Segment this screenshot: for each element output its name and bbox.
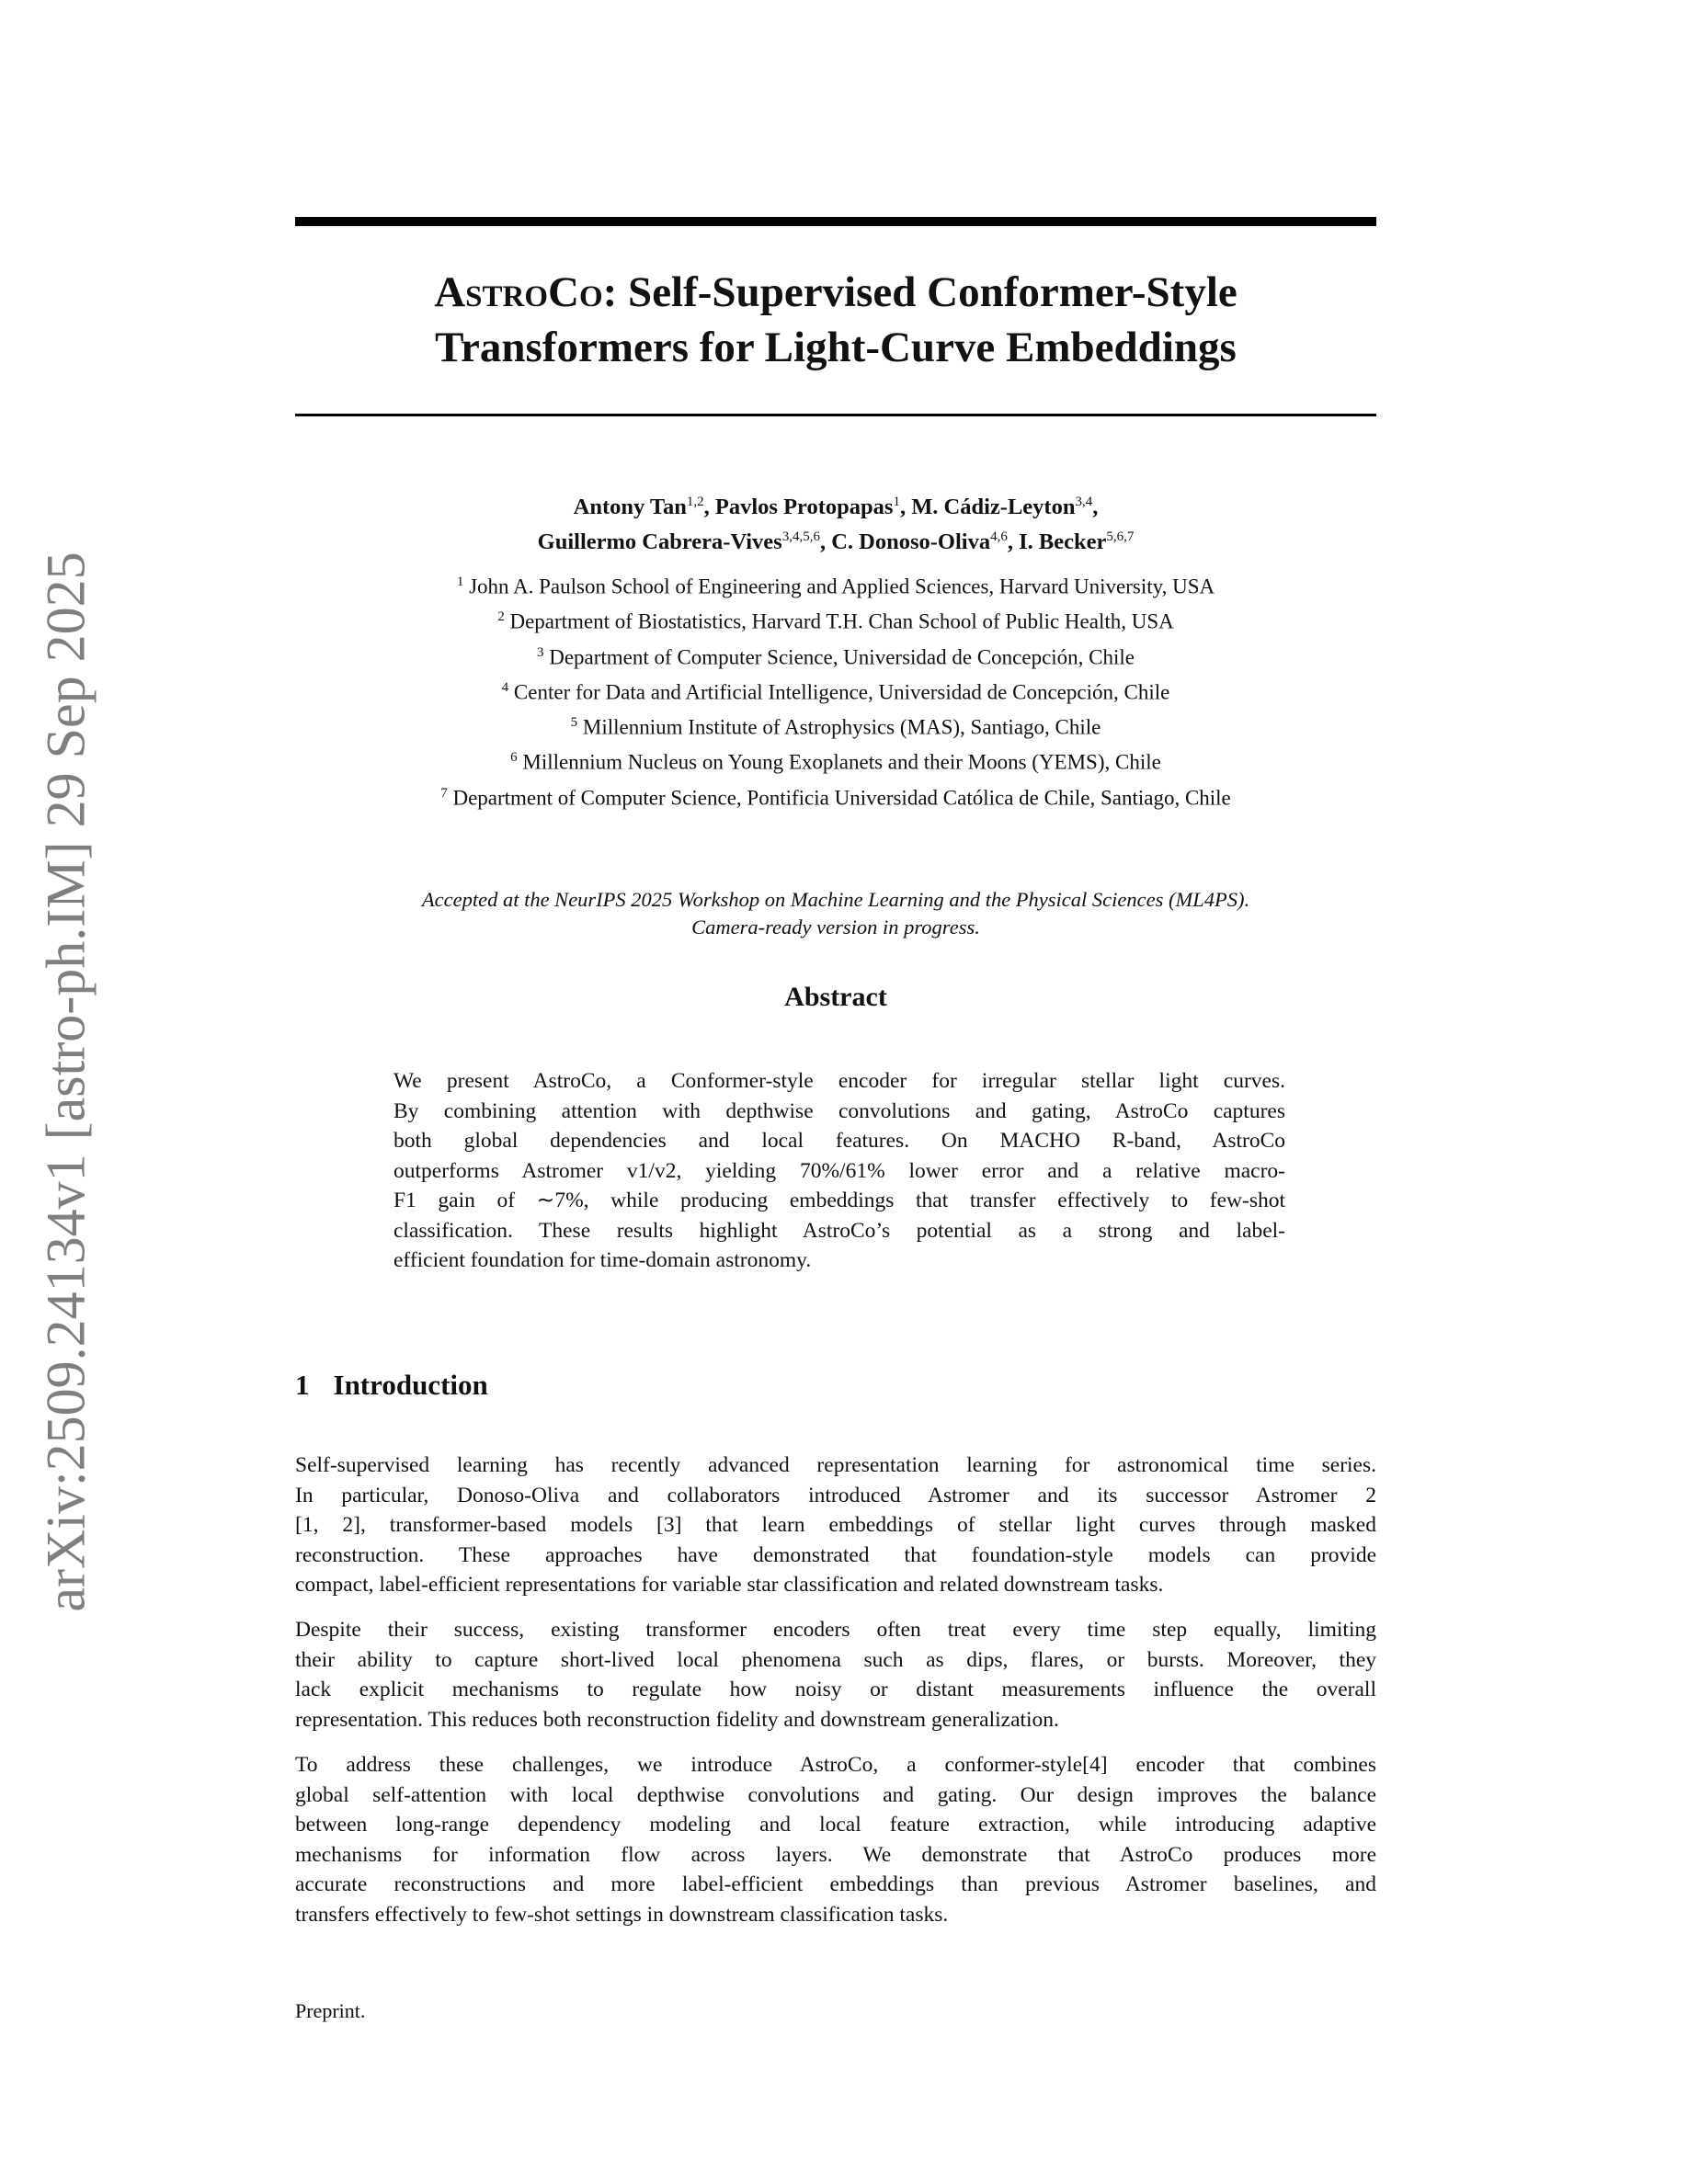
abstract-heading: Abstract — [784, 982, 887, 1012]
affiliation-number: 4 — [501, 679, 509, 695]
affiliation-text: John A. Paulson School of Engineering and Applied Sciences, Harvard University, USA — [463, 574, 1215, 598]
text-line: Despite their success, existing transformer encoders often treat every time step equally, limiting — [295, 1618, 1376, 1642]
title-top-rule — [295, 217, 1376, 226]
affiliation — [295, 708, 1376, 743]
author-name: I. Becker — [1019, 529, 1107, 555]
intro-paragraph-2 — [295, 1615, 1376, 1735]
text-line: reconstruction. These approaches have demonstrated that foundation-style models can provide — [295, 1542, 1376, 1567]
affiliation-list — [295, 567, 1376, 813]
text-line: We present AstroCo, a Conformer-style encoder for irregular stellar light curves. — [393, 1069, 1285, 1093]
author-name: Guillermo Cabrera-Vives — [537, 529, 782, 555]
affiliation-text: Department of Computer Science, Universidad de Concepción, Chile — [543, 645, 1135, 669]
section-number: 1 — [295, 1369, 310, 1401]
text-line: representation. This reduces both reconstruction fidelity and downstream generalization. — [295, 1707, 1059, 1732]
text-line: compact, label-efficient representations for variable star classification and related downstream tasks. — [295, 1573, 1164, 1597]
affiliation — [295, 673, 1376, 708]
text-line: F1 gain of ∼7%, while producing embeddings that transfer effectively to few-shot — [393, 1189, 1285, 1212]
text-line: lack explicit mechanisms to regulate how noisy or distant measurements influence the overall — [295, 1678, 1376, 1701]
text-line: classification. These results highlight AstroCo’s potential as a strong and label- — [393, 1218, 1285, 1243]
text-line: By combining attention with depthwise convolutions and gating, AstroCo captures — [393, 1098, 1285, 1123]
title-bottom-rule — [295, 414, 1376, 416]
text-line: transfers effectively to few-shot settings in downstream classification tasks. — [295, 1902, 949, 1927]
affiliation-text: Millennium Nucleus on Young Exoplanets and their Moons (YEMS), Chile — [517, 750, 1161, 774]
affiliation-number: 2 — [497, 609, 505, 625]
author-affil: 1 — [893, 495, 900, 509]
separator: , — [703, 495, 715, 520]
text-line: outperforms Astromer v1/v2, yielding 70%/61% lower error and a relative macro- — [393, 1158, 1285, 1183]
title-line2: Transformers for Light-Curve Embeddings — [435, 324, 1237, 371]
acceptance-note — [295, 886, 1376, 941]
author-affil: 1,2 — [686, 495, 704, 509]
affiliation-text: Millennium Institute of Astrophysics (MAS), Santiago, Chile — [577, 715, 1101, 739]
author-affil: 3,4,5,6 — [781, 529, 820, 545]
text-line: accurate reconstructions and more label-efficient embeddings than previous Astromer baselines, and — [295, 1872, 1376, 1896]
text-line: To address these challenges, we introduce AstroCo, a conformer-style[4] encoder that combines — [295, 1753, 1376, 1777]
abstract-body — [393, 1066, 1285, 1276]
author-affil: 5,6,7 — [1106, 529, 1135, 545]
affiliation-text: Department of Computer Science, Pontificia Universidad Católica de Chile, Santiago, Chile — [447, 786, 1231, 810]
author-name: C. Donoso-Oliva — [831, 529, 991, 555]
affiliation-number: 7 — [440, 785, 448, 801]
author-list — [295, 487, 1376, 557]
note-line: Camera-ready version in progress. — [691, 916, 980, 938]
text-line: mechanisms for information flow across layers. We demonstrate that AstroCo produces more — [295, 1842, 1376, 1867]
author-affil: 3,4 — [1075, 495, 1093, 509]
affiliation-number: 6 — [510, 750, 518, 766]
text-line: In particular, Donoso-Oliva and collaborators introduced Astromer and its successor Astromer 2 — [295, 1483, 1376, 1507]
author-affil: 4,6 — [990, 529, 1008, 545]
text-line: [1, 2], transformer-based models [3] that learn embeddings of stellar light curves through masked — [295, 1513, 1376, 1537]
affiliation-text: Center for Data and Artificial Intelligence, Universidad de Concepción, Chile — [508, 680, 1170, 704]
title-line1: : Self-Supervised Conformer-Style — [602, 268, 1237, 316]
affiliation — [295, 638, 1376, 673]
affiliation-number: 1 — [456, 574, 464, 589]
affiliation-number: 3 — [536, 644, 544, 660]
text-line: global self-attention with local depthwise convolutions and gating. Our design improves the balance — [295, 1782, 1376, 1807]
note-line: Accepted at the NeurIPS 2025 Workshop on Machine Learning and the Physical Sciences (ML4PS). — [421, 888, 1250, 911]
separator: , — [1007, 529, 1020, 555]
affiliation-text: Department of Biostatistics, Harvard T.H. Chan School of Public Health, USA — [504, 609, 1174, 633]
intro-paragraph-3 — [295, 1750, 1376, 1929]
footer-preprint: Preprint. — [295, 1999, 366, 2022]
text-line: their ability to capture short-lived local phenomena such as dips, flares, or bursts. Moreover, they — [295, 1647, 1376, 1672]
affiliation-number: 5 — [570, 715, 578, 730]
paper-title — [295, 265, 1376, 375]
text-line: between long-range dependency modeling and local feature extraction, while introducing adaptive — [295, 1813, 1376, 1837]
intro-paragraph-1 — [295, 1450, 1376, 1600]
author-name: Antony Tan — [573, 495, 687, 520]
affiliation — [295, 743, 1376, 778]
section-title: Introduction — [333, 1369, 488, 1401]
title-name: AstroCo — [434, 268, 603, 316]
author-name: M. Cádiz-Leyton — [911, 495, 1076, 520]
section-heading-introduction — [295, 1369, 488, 1402]
text-line: both global dependencies and local features. On MACHO R-band, AstroCo — [393, 1129, 1285, 1153]
text-line: Self-supervised learning has recently advanced representation learning for astronomical time series. — [295, 1453, 1376, 1477]
affiliation — [295, 567, 1376, 602]
separator: , — [899, 495, 912, 520]
affiliation — [295, 602, 1376, 637]
affiliation — [295, 779, 1376, 813]
author-name: Pavlos Protopapas — [714, 495, 894, 520]
text-line: efficient foundation for time-domain astronomy. — [393, 1248, 812, 1272]
separator: , — [1092, 495, 1099, 520]
arxiv-identifier: arXiv:2509.24134v1 [astro-ph.IM] 29 Sep 2025 — [35, 552, 97, 1612]
separator: , — [819, 529, 832, 555]
